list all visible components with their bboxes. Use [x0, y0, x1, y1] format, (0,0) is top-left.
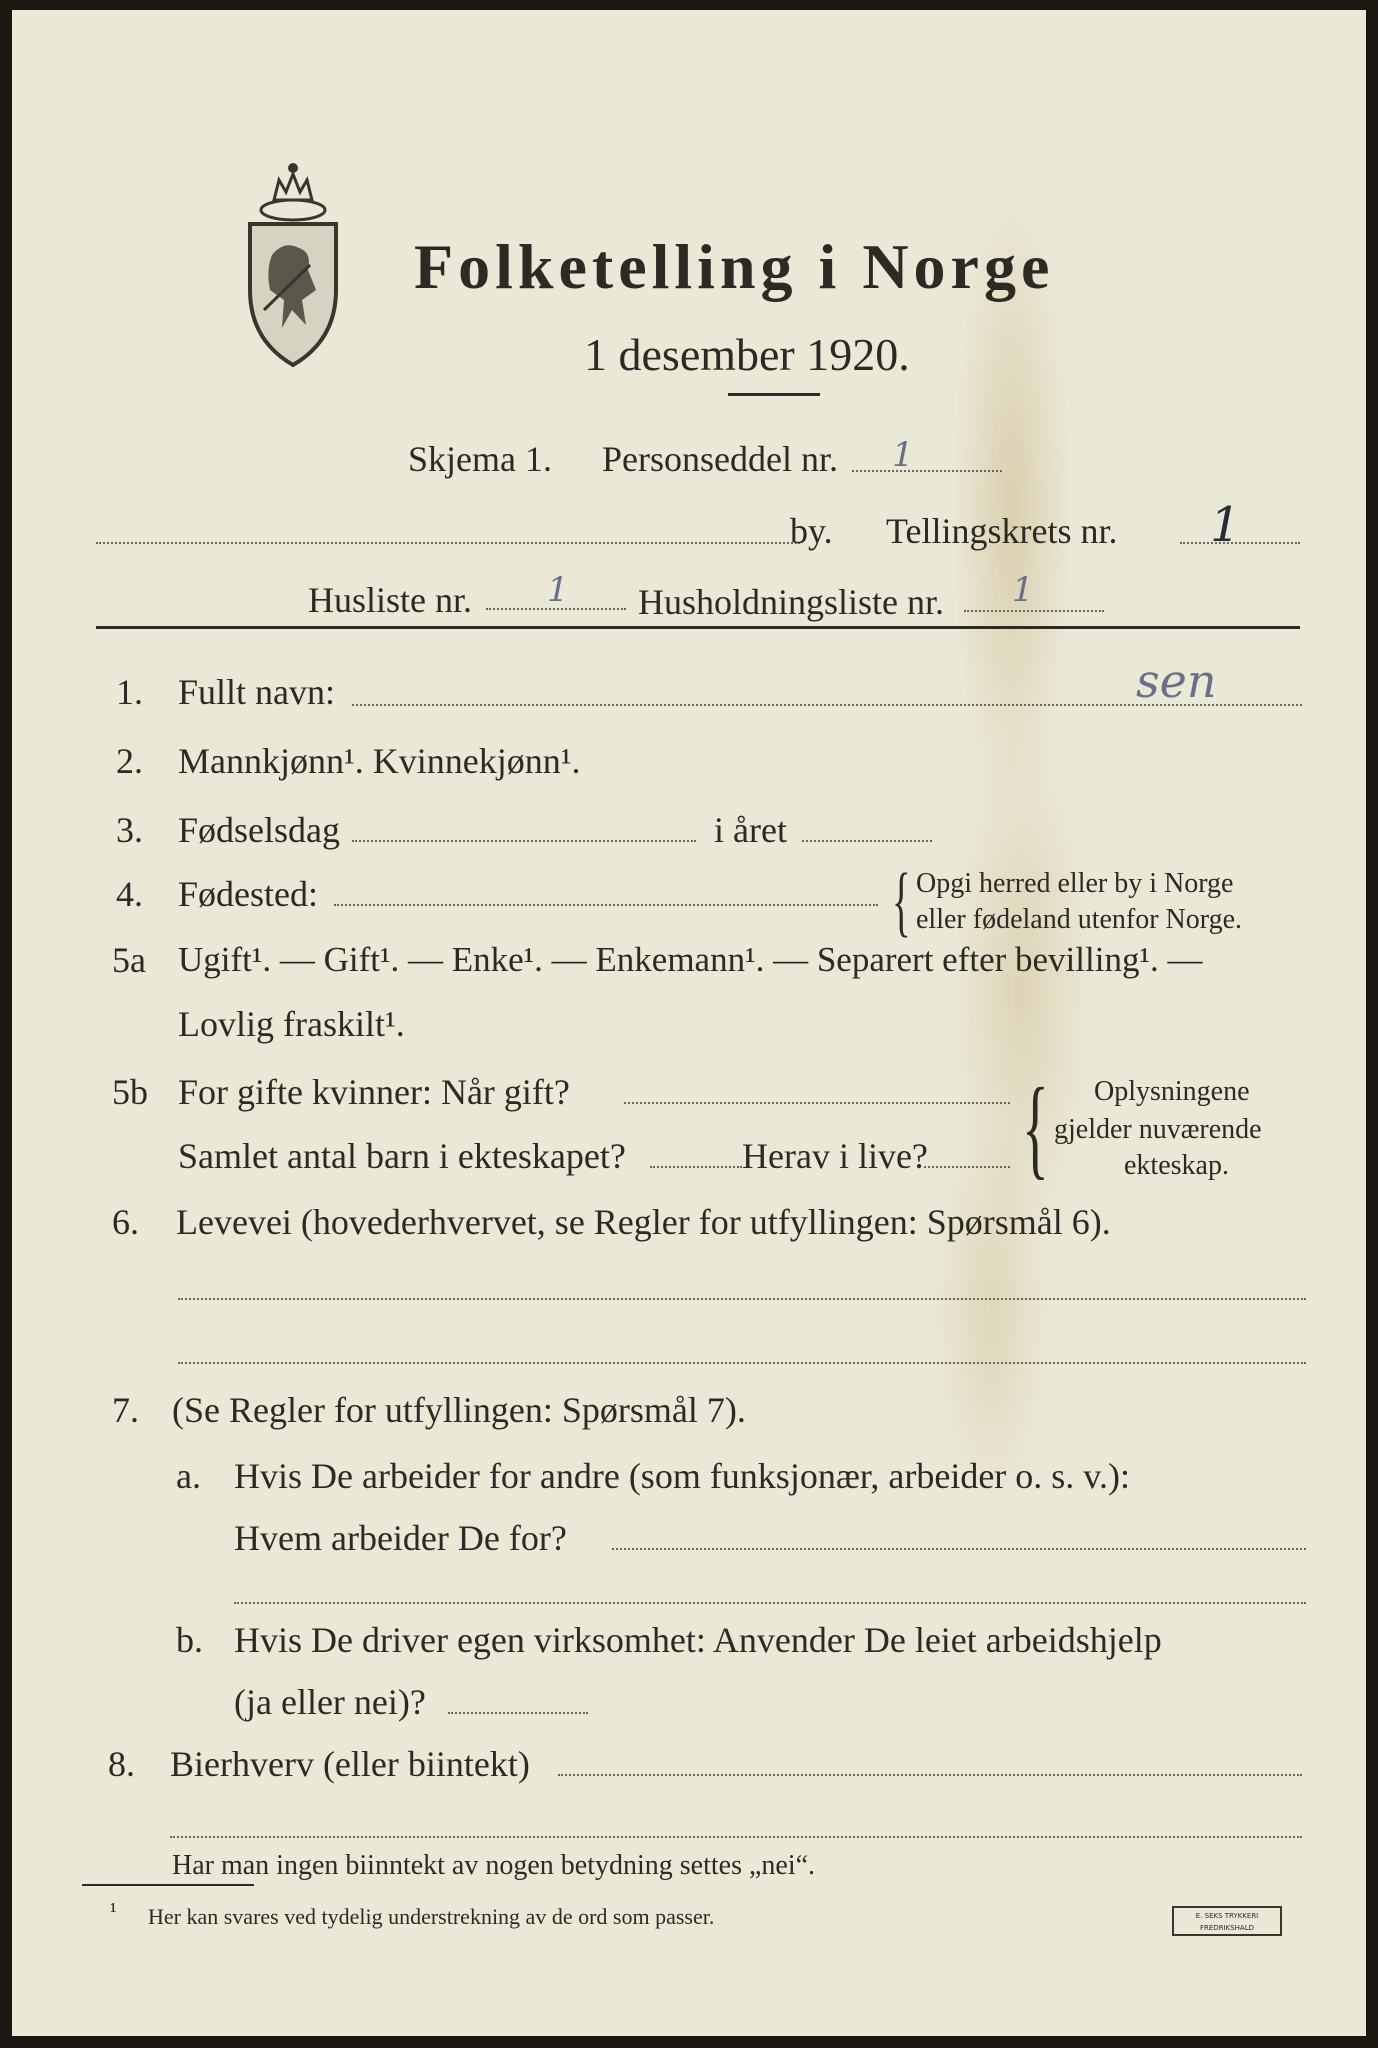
q7b-line1: Hvis De driver egen virksomhet: Anvender De leiet arbeidshjelp: [234, 1620, 1162, 1660]
q4-note-brace: {: [892, 857, 911, 944]
q5b-married-when-label: For gifte kvinner: Når gift?: [178, 1072, 570, 1112]
employer-field-line2[interactable]: [234, 1602, 1306, 1604]
q5a-number: 5a: [112, 940, 146, 980]
norway-coat-of-arms-icon: [244, 160, 342, 375]
q7a-line1: Hvis De arbeider for andre (som funksjonær, arbeider o. s. v.):: [234, 1456, 1130, 1496]
header-divider: [96, 626, 1300, 629]
q1-number: 1.: [116, 672, 143, 712]
husliste-handwritten-value: 1: [547, 570, 569, 610]
footnote-rule: [82, 1884, 254, 1886]
q5a-marital-options[interactable]: Ugift¹. — Gift¹. — Enke¹. — Enkemann¹. — Separert efter bevilling¹. —: [178, 940, 1203, 979]
printer-stamp: [1172, 1906, 1282, 1936]
q5b-note-line2: gjelder nuværende: [1054, 1114, 1262, 1145]
occupation-field-line2[interactable]: [178, 1362, 1306, 1364]
footnote-marker: ¹: [110, 1898, 117, 1923]
hired-help-field[interactable]: [448, 1712, 588, 1714]
q6-number: 6.: [112, 1202, 139, 1242]
children-total-field[interactable]: [650, 1166, 742, 1168]
q5b-number: 5b: [112, 1072, 148, 1112]
husholdningsliste-label: Husholdningsliste nr.: [638, 582, 945, 622]
children-alive-field[interactable]: [924, 1166, 1010, 1168]
by-label: by.: [790, 511, 833, 551]
husholdningsliste-handwritten-value: 1: [1012, 570, 1034, 610]
census-date: 1 desember 1920.: [584, 329, 910, 380]
side-income-field-line1[interactable]: [558, 1774, 1302, 1776]
q3-birthday-label: Fødselsdag: [178, 810, 340, 850]
printer-stamp-line2: FREDRIKSHALD: [1199, 1924, 1254, 1932]
q3-year-label: i året: [714, 810, 787, 850]
title-rule: [728, 393, 820, 396]
printer-stamp-line1: E. SEKS TRYKKERI: [1195, 1912, 1259, 1920]
q5a-marital-options-cont[interactable]: Lovlig fraskilt¹.: [178, 1004, 405, 1044]
q7a-employer-label: Hvem arbeider De for?: [234, 1518, 567, 1558]
q4-number: 4.: [116, 874, 143, 914]
census-form: [12, 10, 1366, 2036]
q5b-note-line3: ekteskap.: [1124, 1150, 1229, 1181]
q5b-alive-label: Herav i live?: [742, 1136, 928, 1176]
birthplace-field[interactable]: [334, 904, 878, 906]
form-title: Folketelling i Norge: [414, 231, 1055, 302]
full-name-handwritten-value: sen: [1136, 654, 1217, 708]
q2-number: 2.: [116, 741, 143, 781]
q8-side-income-label: Bierhverv (eller biintekt): [170, 1744, 530, 1784]
q6-occupation-label: Levevei (hovederhvervet, se Regler for utfyllingen: Spørsmål 6).: [176, 1202, 1111, 1242]
q5b-note-line1: Oplysningene: [1094, 1076, 1250, 1107]
tellingskrets-label: Tellingskrets nr.: [886, 511, 1118, 551]
tellingskrets-handwritten-value: 1: [1210, 497, 1241, 553]
married-when-field[interactable]: [624, 1102, 1010, 1104]
q8-note: Har man ingen biinntekt av nogen betydning settes „nei“.: [172, 1850, 816, 1881]
q4-birthplace-label: Fødested:: [178, 874, 318, 914]
q7b-letter: b.: [176, 1620, 203, 1660]
q3-number: 3.: [116, 810, 143, 850]
q5b-children-label: Samlet antal barn i ekteskapet?: [178, 1136, 626, 1176]
footnote-text: Her kan svares ved tydelig understrekning av de ord som passer.: [148, 1904, 715, 1929]
occupation-field-line1[interactable]: [178, 1298, 1306, 1300]
q8-number: 8.: [108, 1744, 135, 1784]
q2-gender-options[interactable]: Mannkjønn¹. Kvinnekjønn¹.: [178, 741, 581, 781]
side-income-field-line2[interactable]: [170, 1836, 1302, 1838]
q4-note-line1: Opgi herred eller by i Norge: [916, 868, 1234, 899]
birthday-field[interactable]: [352, 840, 696, 842]
personseddel-handwritten-value: 1: [892, 435, 914, 475]
husliste-label: Husliste nr.: [308, 580, 473, 620]
q5b-note-brace: {: [1022, 1066, 1049, 1190]
q4-note-line2: eller fødeland utenfor Norge.: [916, 904, 1243, 935]
by-field[interactable]: [96, 542, 800, 544]
q7-label: (Se Regler for utfyllingen: Spørsmål 7).: [172, 1390, 746, 1430]
birth-year-field[interactable]: [802, 840, 932, 842]
q7a-letter: a.: [176, 1456, 201, 1496]
skjema-label: Skjema 1.: [408, 439, 552, 479]
q1-label: Fullt navn:: [178, 672, 336, 712]
q7b-hired-help-label: (ja eller nei)?: [234, 1682, 426, 1722]
employer-field-line1[interactable]: [612, 1548, 1306, 1550]
personseddel-field[interactable]: [852, 470, 1002, 472]
personseddel-label: Personseddel nr.: [602, 439, 838, 479]
q7-number: 7.: [112, 1390, 139, 1430]
husholdningsliste-field[interactable]: [964, 610, 1104, 612]
